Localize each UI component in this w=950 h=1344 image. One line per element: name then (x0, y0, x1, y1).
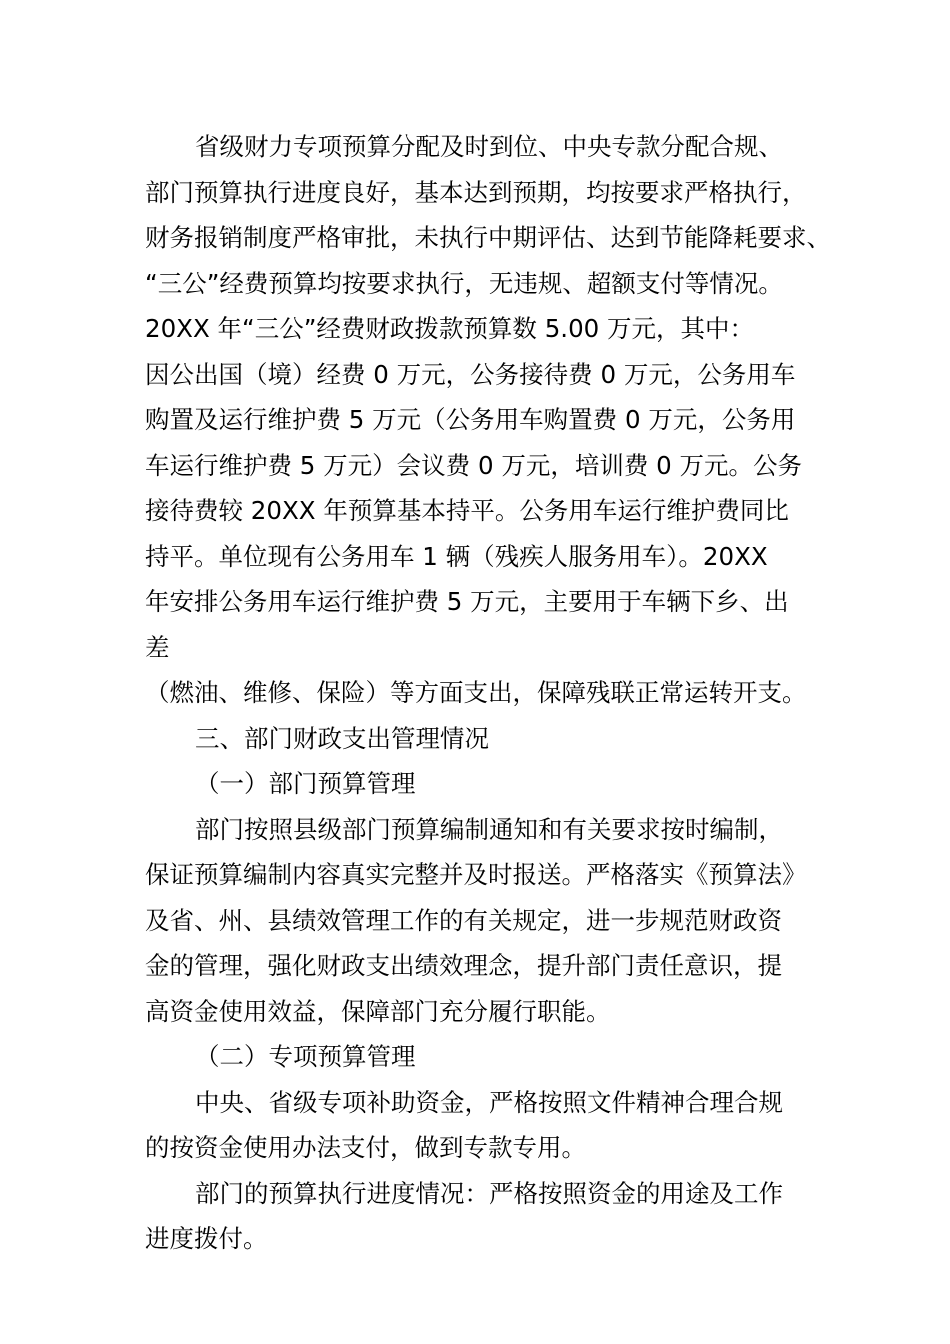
text-line: 部门预算执行进度良好，基本达到预期，均按要求严格执行， (145, 177, 807, 207)
text-line: 保证预算编制内容真实完整并及时报送。严格落实《预算法》 (145, 860, 807, 889)
text-line: 财务报销制度严格审批，未执行中期评估、达到节能降耗要求、 (145, 223, 831, 252)
text-line: （一）部门预算管理 (195, 769, 416, 798)
text-line: 车运行维护费 5 万元）会议费 0 万元，培训费 0 万元。公务 (145, 450, 802, 480)
text-line: （二）专项预算管理 (195, 1042, 416, 1071)
text-line: 持平。单位现有公务用车 1 辆（残疾人服务用车）。20XX (145, 541, 768, 571)
text-line: 部门的预算执行进度情况：严格按照资金的用途及工作 (195, 1178, 783, 1208)
text-line: 购置及运行维护费 5 万元（公务用车购置费 0 万元，公务用 (145, 405, 796, 434)
text-line: 因公出国（境）经费 0 万元，公务接待费 0 万元，公务用车 (145, 359, 796, 389)
text-line: （燃油、维修、保险）等方面支出，保障残联正常运转开支。 (145, 678, 807, 707)
text-line: 及省、州、县绩效管理工作的有关规定，进一步规范财政资 (145, 905, 782, 935)
text-line: 省级财力专项预算分配及时到位、中央专款分配合规、 (195, 132, 783, 161)
text-line: 进度拨付。 (145, 1224, 268, 1253)
text-line: 20XX 年“三公”经费财政拨款预算数 5.00 万元，其中： (145, 314, 755, 343)
text-line: 部门按照县级部门预算编制通知和有关要求按时编制， (195, 814, 783, 844)
text-line: 年安排公务用车运行维护费 5 万元，主要用于车辆下乡、出 (145, 587, 789, 616)
text-line: 高资金使用效益，保障部门充分履行职能。 (145, 996, 611, 1026)
text-line: 的按资金使用办法支付，做到专款专用。 (145, 1133, 586, 1162)
text-line: 差 (145, 632, 170, 662)
text-line: 三、部门财政支出管理情况 (195, 723, 489, 753)
text-line: “三公”经费预算均按要求执行，无违规、超额支付等情况。 (145, 268, 783, 298)
text-line: 金的管理，强化财政支出绩效理念，提升部门责任意识，提 (145, 951, 782, 980)
text-line: 中央、省级专项补助资金，严格按照文件精神合理合规 (195, 1087, 783, 1117)
text-line: 接待费较 20XX 年预算基本持平。公务用车运行维护费同比 (145, 496, 789, 525)
document-body (145, 124, 835, 1262)
